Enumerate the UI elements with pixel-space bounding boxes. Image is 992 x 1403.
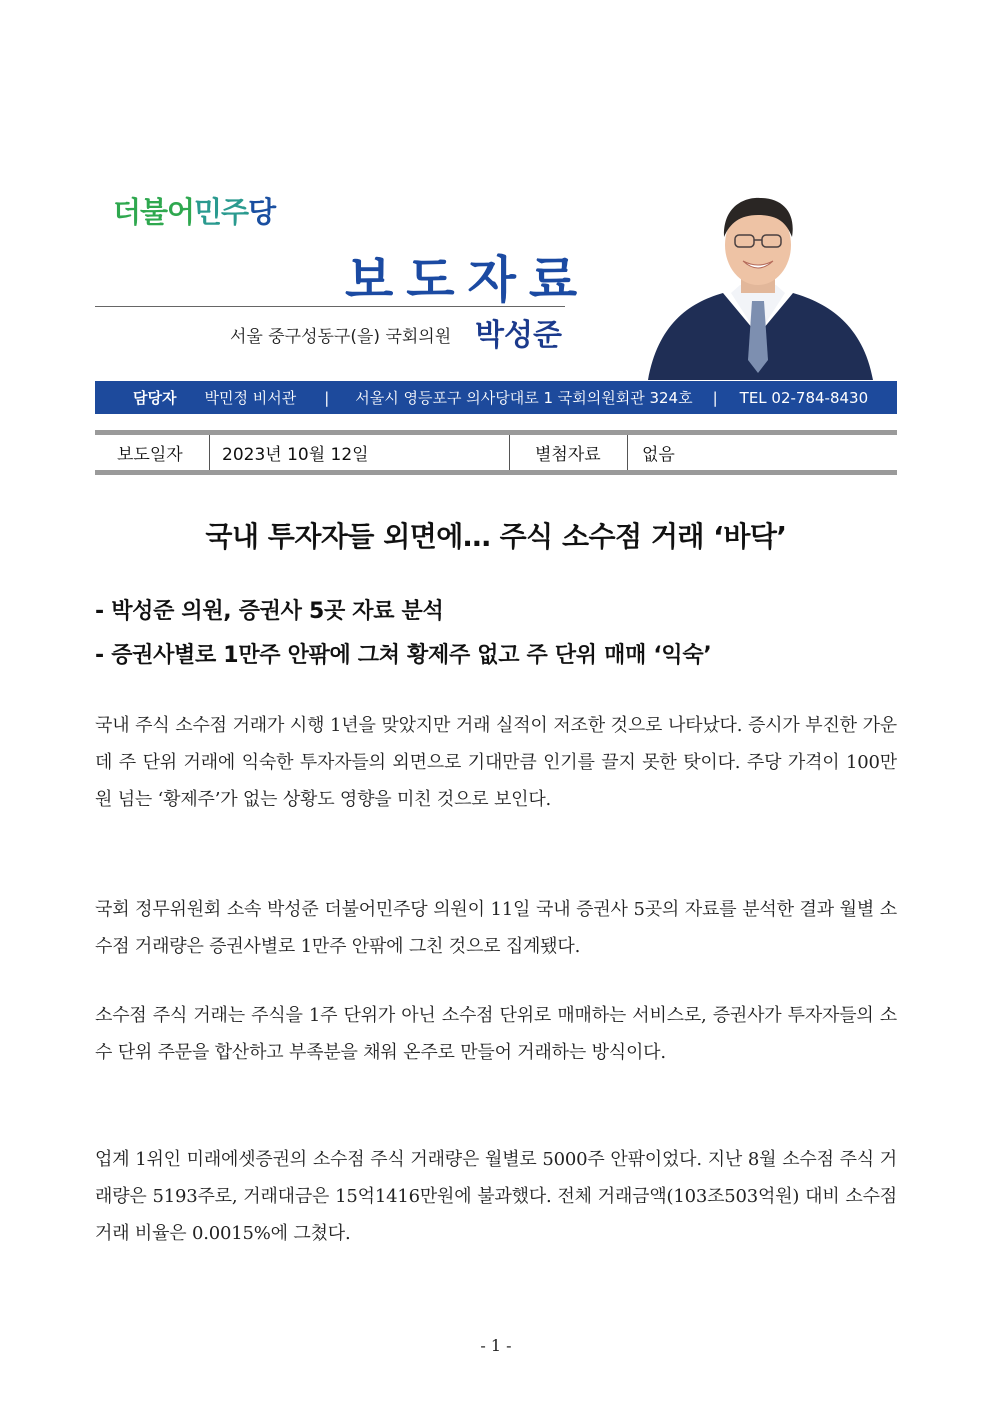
party-logo-part3: 당 (248, 195, 276, 229)
constituency-label: 서울 중구성동구(을) 국회의원 (230, 327, 452, 347)
body-paragraph: 국회 정무위원회 소속 박성준 더불어민주당 의원이 11일 국내 증권사 5곳의 자료를 분석한 결과 월별 소수점 거래량은 증권사별로 1만주 안팎에 그친 것으로 집계됐다. (95, 899, 897, 957)
contact-address: 서울시 영등포구 의사당대로 1 국회의원회관 324호 (355, 389, 693, 407)
attachment-label: 별첨자료 (535, 445, 601, 465)
party-logo (113, 190, 275, 231)
headline: 국내 투자자들 외면에… 주식 소수점 거래 ‘바닥’ (205, 520, 787, 553)
contact-bar (95, 381, 897, 414)
party-logo-part2: 민주 (194, 195, 249, 229)
press-release-title: 보도자료 (345, 251, 591, 309)
attachment-value: 없음 (642, 445, 675, 465)
table-bottom-border (95, 470, 897, 475)
header-divider (95, 306, 565, 307)
page-number: - 1 - (480, 1336, 512, 1355)
contact-label: 담당자 (133, 389, 177, 407)
contact-person: 박민정 비서관 (204, 389, 297, 407)
member-portrait (628, 185, 888, 380)
table-divider (509, 435, 510, 470)
release-date-label: 보도일자 (117, 445, 183, 465)
contact-separator: | (712, 388, 718, 407)
contact-separator: | (324, 388, 330, 407)
body-paragraph: 소수점 주식 거래는 주식을 1주 단위가 아닌 소수점 단위로 매매하는 서비스로, 증권사가 투자자들의 소수 단위 주문을 합산하고 부족분을 채워 온주로 만들어 거래하는 방식이다. (95, 1005, 897, 1063)
contact-phone[interactable]: TEL 02-784-8430 (739, 388, 869, 407)
table-divider (627, 435, 628, 470)
release-info-table (95, 430, 897, 475)
subheading: - 박성준 의원, 증권사 5곳 자료 분석 (95, 599, 444, 624)
release-date-value: 2023년 10월 12일 (222, 445, 369, 465)
table-divider (209, 435, 210, 470)
body-paragraph: 국내 주식 소수점 거래가 시행 1년을 맞았지만 거래 실적이 저조한 것으로 나타났다. 증시가 부진한 가운데 주 단위 거래에 익숙한 투자자들의 외면으로 기대만큼 인기를 끌지 못한 탓이다. 주당 가격이 100만원 넘는 ‘황제주’가 없는 상황도 영향을 미친 것으로 보인다. (95, 715, 897, 810)
party-logo-part1: 더불어 (113, 195, 195, 229)
table-top-border (95, 430, 897, 435)
subheading: - 증권사별로 1만주 안팎에 그쳐 황제주 없고 주 단위 매매 ‘익숙’ (95, 643, 712, 668)
body-paragraph: 업계 1위인 미래에셋증권의 소수점 주식 거래량은 월별로 5000주 안팎이었다. 지난 8월 소수점 주식 거래량은 5193주로, 거래대금은 15억1416만원에 불과했다. 전체 거래금액(103조503억원) 대비 소수점 거래 비율은 0.0015%에 그쳤다. (95, 1149, 897, 1244)
member-name: 박성준 (475, 318, 562, 353)
